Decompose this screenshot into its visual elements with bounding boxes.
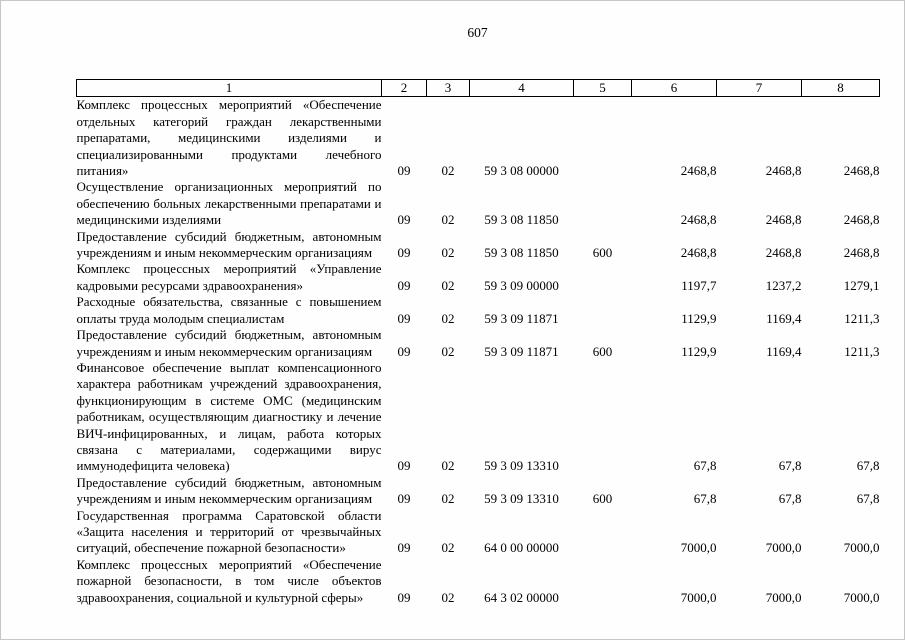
- code-col2: 09: [397, 310, 411, 326]
- code-col4: 59 3 09 13310: [484, 458, 559, 474]
- budget-table: [76, 79, 880, 606]
- code-col3: 02: [441, 589, 455, 605]
- table-row: [77, 475, 880, 508]
- code-col5: 600: [592, 343, 613, 359]
- code-col2: 09: [397, 277, 411, 293]
- amount-col7: 67,8: [778, 491, 802, 507]
- code-col5: 600: [592, 245, 613, 261]
- code-col2: 09: [397, 589, 411, 605]
- table-row: [77, 97, 880, 180]
- row-title: Предоставление субсидий бюджетным, автономным учреждениям и иным некоммерческим организациям: [76, 327, 382, 359]
- amount-col7: 2468,8: [765, 163, 802, 179]
- amount-col6: 2468,8: [680, 163, 717, 179]
- column-header-7: 7: [717, 80, 802, 97]
- amount-col7: 1169,4: [766, 310, 802, 326]
- table-row: [77, 508, 880, 557]
- table-row: [77, 179, 880, 228]
- code-col3: 02: [441, 458, 455, 474]
- column-header-4: 4: [470, 80, 574, 97]
- amount-col7: 2468,8: [765, 212, 802, 228]
- amount-col8: 2468,8: [843, 163, 880, 179]
- amount-col6: 1197,7: [681, 277, 717, 293]
- amount-col8: 1211,3: [844, 310, 880, 326]
- amount-col8: 7000,0: [843, 589, 880, 605]
- amount-col8: 2468,8: [843, 245, 880, 261]
- code-col2: 09: [397, 163, 411, 179]
- code-col5: [574, 261, 632, 294]
- row-title: Комплекс процессных мероприятий «Обеспечение пожарной безопасности, в том числе объектов здравоохранения, социальной и культурной сферы»: [76, 556, 382, 605]
- amount-col8: 7000,0: [843, 540, 880, 556]
- row-title: Расходные обязательства, связанные с повышением оплаты труда молодым специалистам: [76, 294, 382, 326]
- column-header-3: 3: [427, 80, 470, 97]
- code-col3: 02: [441, 310, 455, 326]
- column-header-1: 1: [77, 80, 382, 97]
- code-col5: [574, 294, 632, 327]
- column-header-5: 5: [574, 80, 632, 97]
- amount-col8: 1211,3: [844, 343, 880, 359]
- code-col3: 02: [441, 491, 455, 507]
- code-col4: 59 3 09 13310: [484, 491, 559, 507]
- code-col2: 09: [397, 212, 411, 228]
- column-header-6: 6: [632, 80, 717, 97]
- code-col4: 64 0 00 00000: [484, 540, 559, 556]
- row-title: Комплекс процессных мероприятий «Обеспечение отдельных категорий граждан лекарственными препаратами, медицинскими изделиями и специализированными продуктами лечебного питания»: [76, 97, 382, 179]
- code-col2: 09: [397, 491, 411, 507]
- amount-col7: 1237,2: [765, 277, 802, 293]
- amount-col6: 67,8: [693, 491, 717, 507]
- code-col3: 02: [441, 245, 455, 261]
- row-title: Комплекс процессных мероприятий «Управление кадровыми ресурсами здравоохранения»: [76, 261, 382, 293]
- table-body: [77, 97, 880, 606]
- table-row: [77, 261, 880, 294]
- page-number: 607: [467, 25, 488, 40]
- amount-col8: 67,8: [856, 458, 880, 474]
- code-col4: 59 3 08 11850: [484, 245, 559, 261]
- code-col5: [574, 557, 632, 606]
- amount-col6: 2468,8: [680, 212, 717, 228]
- code-col4: 59 3 09 11871: [484, 310, 559, 326]
- code-col2: 09: [397, 245, 411, 261]
- column-header-8: 8: [802, 80, 880, 97]
- code-col5: [574, 179, 632, 228]
- amount-col7: 67,8: [778, 458, 802, 474]
- amount-col8: 2468,8: [843, 212, 880, 228]
- amount-col6: 1129,9: [681, 310, 717, 326]
- amount-col6: 7000,0: [680, 589, 717, 605]
- code-col2: 09: [397, 540, 411, 556]
- code-col3: 02: [441, 212, 455, 228]
- amount-col8: 1279,1: [843, 277, 880, 293]
- code-col5: [574, 508, 632, 557]
- row-title: Финансовое обеспечение выплат компенсационного характера работникам учреждений здравоохранения, функционирующим в системе ОМС (медицинским работникам, осуществляющим диагностику и лечение ВИЧ-инфицированных, и лицам, работа которых связана с материалами, содержащими вирус иммунодефицита человека): [76, 359, 382, 474]
- code-col5: [574, 360, 632, 475]
- code-col4: 59 3 09 00000: [484, 277, 559, 293]
- code-col4: 59 3 08 11850: [484, 212, 559, 228]
- code-col3: 02: [441, 343, 455, 359]
- table-row: [77, 229, 880, 262]
- amount-col8: 67,8: [856, 491, 880, 507]
- code-col3: 02: [441, 277, 455, 293]
- code-col3: 02: [441, 540, 455, 556]
- column-header-2: 2: [382, 80, 427, 97]
- code-col4: 59 3 09 11871: [484, 343, 559, 359]
- table-row: [77, 327, 880, 360]
- amount-col6: 1129,9: [681, 343, 717, 359]
- table-row: [77, 360, 880, 475]
- amount-col6: 67,8: [693, 458, 717, 474]
- amount-col7: 2468,8: [765, 245, 802, 261]
- code-col5: 600: [592, 491, 613, 507]
- amount-col7: 7000,0: [765, 540, 802, 556]
- amount-col7: 7000,0: [765, 589, 802, 605]
- code-col4: 59 3 08 00000: [484, 163, 559, 179]
- table-row: [77, 294, 880, 327]
- row-title: Предоставление субсидий бюджетным, автономным учреждениям и иным некоммерческим организациям: [76, 228, 382, 261]
- amount-col6: 2468,8: [680, 245, 717, 261]
- table-row: [77, 557, 880, 606]
- row-title: Осуществление организационных мероприятий по обеспечению больных лекарственными препаратами и медицинскими изделиями: [76, 179, 382, 228]
- amount-col6: 7000,0: [680, 540, 717, 556]
- code-col4: 64 3 02 00000: [484, 589, 559, 605]
- code-col2: 09: [397, 343, 411, 359]
- amount-col7: 1169,4: [766, 343, 802, 359]
- row-title: Предоставление субсидий бюджетным, автономным учреждениям и иным некоммерческим организациям: [76, 474, 382, 507]
- code-col5: [574, 97, 632, 180]
- table-header-row: [77, 80, 880, 97]
- code-col3: 02: [441, 163, 455, 179]
- code-col2: 09: [397, 458, 411, 474]
- row-title: Государственная программа Саратовской области «Защита населения и территорий от чрезвычайных ситуаций, обеспечение пожарной безопасности»: [76, 507, 382, 556]
